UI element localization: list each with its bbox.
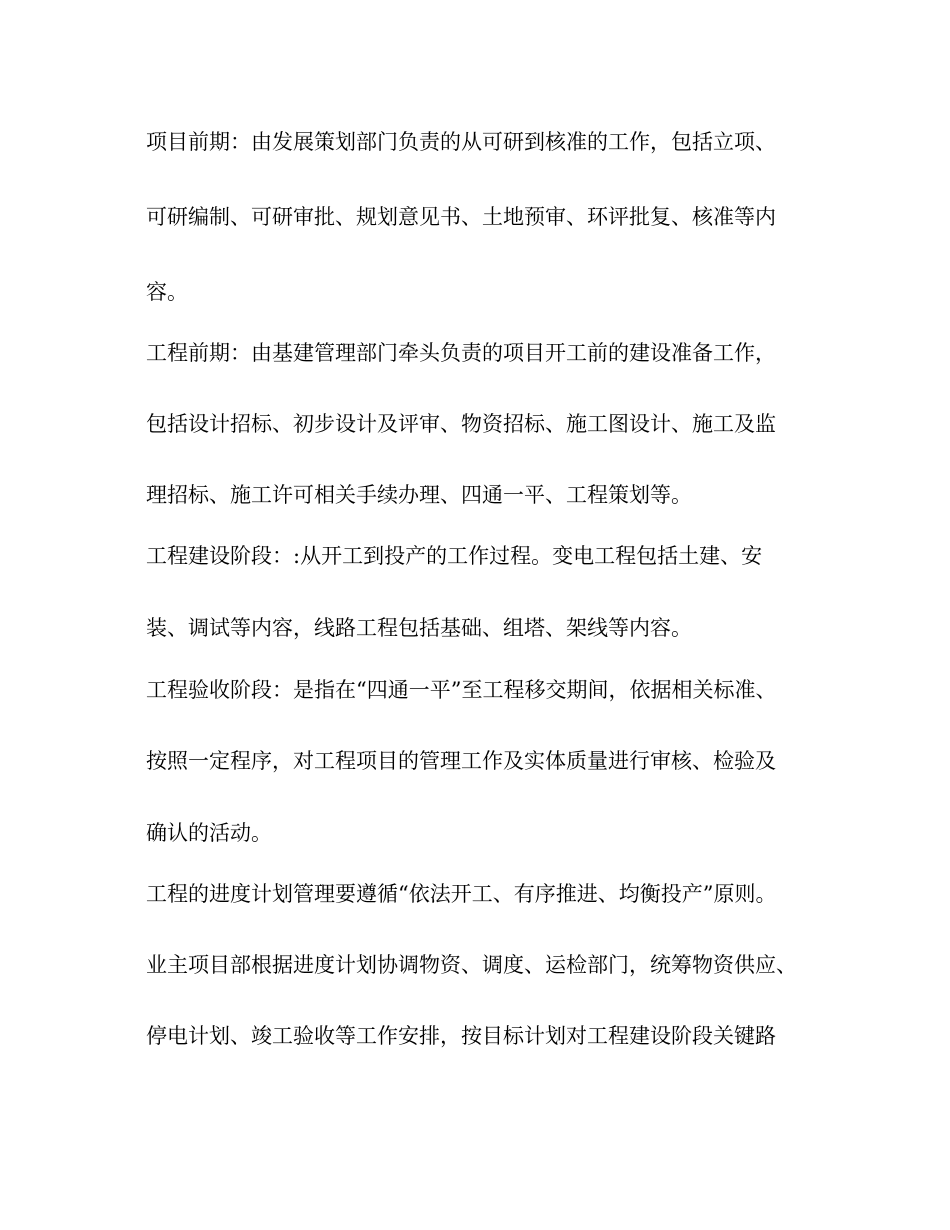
paragraph-line: 工程前期：由基建管理部门牵头负责的项目开工前的建设准备工作， — [146, 341, 776, 365]
paragraph-line: 确认的活动。 — [146, 821, 272, 845]
paragraph-line: 可研编制、可研审批、规划意见书、土地预审、环评批复、核准等内 — [146, 205, 776, 229]
paragraph-line: 包括设计招标、初步设计及评审、物资招标、施工图设计、施工及监 — [146, 412, 776, 436]
paragraph-line: 按照一定程序，对工程项目的管理工作及实体质量进行审核、检验及 — [146, 749, 776, 773]
paragraph-line: 停电计划、竣工验收等工作安排，按目标计划对工程建设阶段关键路 — [146, 1024, 776, 1048]
paragraph-line: 业主项目部根据进度计划协调物资、调度、运检部门，统筹物资供应、 — [146, 953, 797, 977]
paragraph-line: 容。 — [146, 280, 188, 304]
paragraph-line: 项目前期：由发展策划部门负责的从可研到核准的工作，包括立项、 — [146, 130, 776, 154]
paragraph-line: 工程的进度计划管理要遵循“依法开工、有序推进、均衡投产”原则。 — [146, 882, 777, 906]
paragraph-line: 理招标、施工许可相关手续办理、四通一平、工程策划等。 — [146, 483, 692, 507]
paragraph-line: 工程建设阶段：:从开工到投产的工作过程。变电工程包括土建、安 — [146, 544, 763, 568]
paragraph-line: 装、调试等内容，线路工程包括基础、组塔、架线等内容。 — [146, 616, 692, 640]
paragraph-line: 工程验收阶段：是指在“四通一平”至工程移交期间，依据相关标准、 — [146, 678, 777, 702]
